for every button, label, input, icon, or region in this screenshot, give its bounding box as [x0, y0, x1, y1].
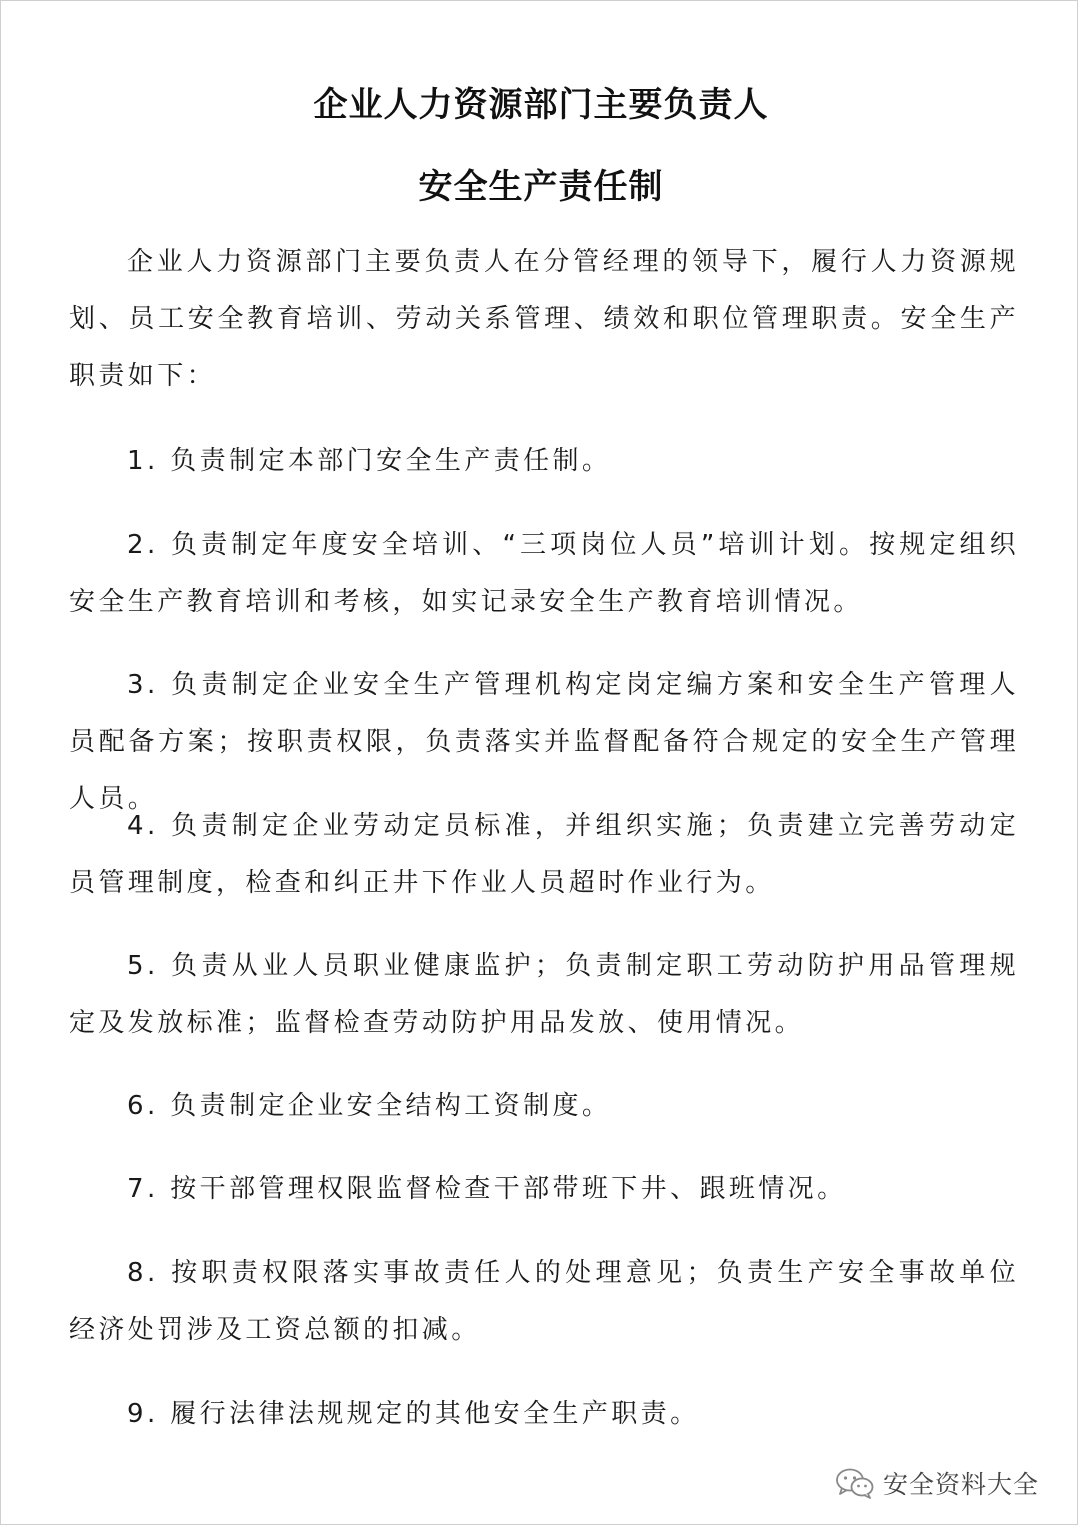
- duty-item-9: 9. 履行法律法规规定的其他安全生产职责。: [127, 1399, 700, 1429]
- duty-item-5: 5. 负责从业人员职业健康监护；负责制定职工劳动防护用品管理规定及发放标准；监督检查劳动防护用品发放、使用情况。: [69, 951, 1019, 1038]
- document-title-line-1: 企业人力资源部门主要负责人: [313, 85, 769, 125]
- watermark-text: 安全资料大全: [882, 1470, 1039, 1499]
- duty-item-7: 7. 按干部管理权限监督检查干部带班下井、跟班情况。: [127, 1174, 847, 1204]
- intro-paragraph: 企业人力资源部门主要负责人在分管经理的领导下，履行人力资源规划、员工安全教育培训、劳动关系管理、绩效和职位管理职责。安全生产职责如下：: [69, 247, 1019, 391]
- duty-item-2: 2. 负责制定年度安全培训、“三项岗位人员”培训计划。按规定组织安全生产教育培训和考核，如实记录安全生产教育培训情况。: [69, 530, 1019, 617]
- duty-item-6: 6. 负责制定企业安全结构工资制度。: [127, 1091, 612, 1121]
- duty-item-4: 4. 负责制定企业劳动定员标准，并组织实施；负责建立完善劳动定员管理制度，检查和纠正井下作业人员超时作业行为。: [69, 811, 1019, 898]
- wechat-icon: [835, 1467, 875, 1499]
- document-title-line-2: 安全生产责任制: [418, 167, 664, 207]
- duty-item-8: 8. 按职责权限落实事故责任人的处理意见；负责生产安全事故单位经济处罚涉及工资总额的扣减。: [69, 1258, 1019, 1345]
- watermark: [835, 1463, 1039, 1503]
- duty-item-3: 3. 负责制定企业安全生产管理机构定岗定编方案和安全生产管理人员配备方案；按职责权限，负责落实并监督配备符合规定的安全生产管理人员。: [69, 670, 1019, 814]
- duty-item-1: 1. 负责制定本部门安全生产责任制。: [127, 446, 612, 476]
